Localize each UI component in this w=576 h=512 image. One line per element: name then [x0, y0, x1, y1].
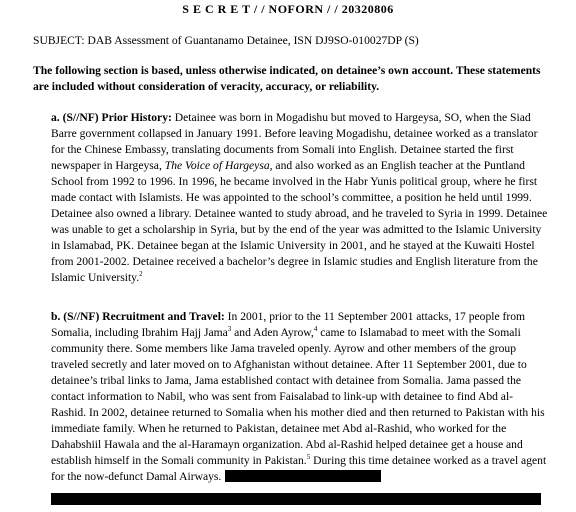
paragraph-prior-history — [51, 110, 548, 286]
redaction-block-line — [51, 493, 541, 505]
footnote-ref-3[interactable]: 3 — [227, 325, 232, 334]
intro-statement: The following section is based, unless otherwise indicated, on detainee’s own account. These statements are included without consideration of veracity, accuracy, or reliability. — [33, 64, 541, 93]
paragraph-b-text-2: and Aden Ayrow, — [231, 326, 314, 339]
redaction-block-inline — [225, 470, 381, 482]
footnote-ref-4[interactable]: 4 — [313, 325, 318, 334]
footnote-ref-2[interactable]: 2 — [139, 270, 143, 279]
paragraph-label-b: b. (S//NF) Recruitment and Travel: — [51, 310, 225, 323]
subject-line: SUBJECT: DAB Assessment of Guantanamo Detainee, ISN DJ9SO-010027DP (S) — [33, 34, 419, 47]
newspaper-title: The Voice of Hargeysa, — [164, 159, 273, 172]
paragraph-b-text-1: In 2001, prior to the 11 September 2001 attacks, 17 people from Somalia, including Ibrahim Hajj Jama — [51, 310, 526, 339]
paragraph-a-text-1: Detainee was born in Mogadishu but moved to Hargeysa, SO, when the Siad Barre government collapsed in January 1991. Before leaving Mogadishu, detainee worked as a translator for the Chinese Embassy, translating documents from Somali into English. Detainee started the first newspaper in Hargeysa, — [51, 111, 538, 172]
paragraph-recruitment-travel — [51, 309, 548, 485]
footnote-ref-5[interactable]: 5 — [306, 453, 311, 462]
paragraph-a-text-2: and also worked as an English teacher at the Puntland School from 1992 to 1996. In 1996, he became involved in the Habr Yunis political group, where he first made contact with Islamists. He was appointed to the school’s committee, a position he held until 1999. Detainee also owned a library. Detainee wanted to study abroad, and he traveled to Syria in 1999. Detainee was unable to get a scholarship in Syria, but by the end of the year was admitted to the Islamic University in Islamabad, PK. Detainee began at the Islamic University in 2001, and he stayed at the Kuwaiti Hostel from 2001-2002. Detainee received a bachelor’s degree in Islamic studies and English literature from the Islamic University. — [51, 159, 548, 284]
classification-header: S E C R E T / / NOFORN / / 20320806 — [182, 2, 394, 16]
paragraph-b-text-3: came to Islamabad to meet with the Somali community there. Some members like Jama traveled openly. Ayrow and other members of the group traveled secretly and later moved on to Afghanistan without detainee. After 11 September 2001, due to detainee’s tribal links to Jama, Jama established contact with detainee from Somalia. Jama passed the contact information to Nabil, who was sent from Faisalabad to link-up with detainee to find Abd al-Rashid. In 2002, detainee returned to Somalia when his mother died and then returned to Pakistan with his immediate family. When he returned to Pakistan, detainee met Abd al-Rashid, who worked for the Dahabshiil Hawala and the al-Haramayn organization. Abd al-Rashid helped detainee get a house and establish himself in the Somali community in Pakistan. — [51, 326, 545, 467]
paragraph-b-text-4: During this time detainee worked as a travel agent for the now-defunct Damal Airways. — [51, 454, 547, 483]
paragraph-label-a: a. (S//NF) Prior History: — [51, 111, 172, 124]
